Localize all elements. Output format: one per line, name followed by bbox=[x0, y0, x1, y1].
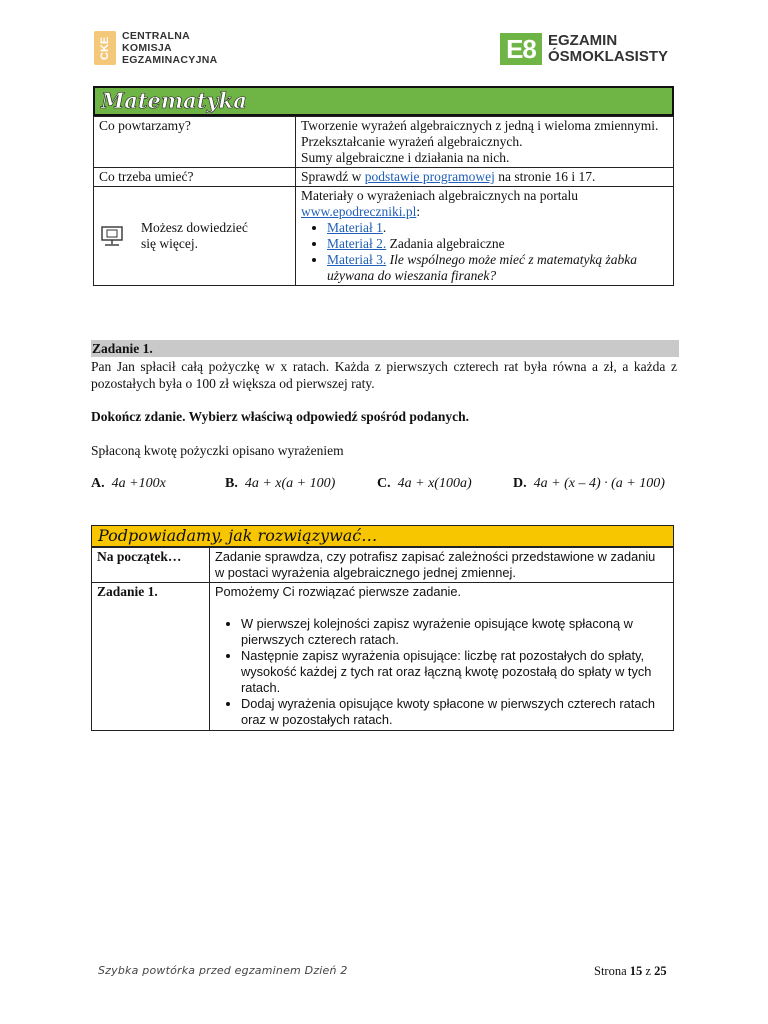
list-item: • Materiał 1. bbox=[327, 220, 668, 236]
row-content: Pomożemy Ci rozwiązać pierwsze zadanie. • W pierwszej kolejności zapisz wyrażenie opisujące kwotę spłaconą w pierwszych czterech ratach. • Następnie zapisz wyrażenia opisujące: liczbę rat pozostałych do spłaty, wysokość każdej z tych rat oraz łączną kwotę pozostałą do spłaty w tych ratach. • Dodaj wyrażenia opisujące kwoty spłacone w pierwszych czterech ratach oraz w pozostałych ratach. bbox=[210, 583, 674, 731]
hint-title: Podpowiadamy, jak rozwiązywać… bbox=[91, 525, 674, 547]
subject-table bbox=[93, 116, 674, 286]
row-label: Co trzeba umieć? bbox=[94, 168, 296, 187]
e8-logo-text: EGZAMIN ÓSMOKLASISTY bbox=[548, 32, 669, 65]
row-label: Na początek… bbox=[92, 548, 210, 583]
list-item: • Materiał 2. Zadania algebraiczne bbox=[327, 236, 668, 252]
list-item: • Dodaj wyrażenia opisujące kwoty spłacone w pierwszych czterech ratach oraz w pozostałych ratach. bbox=[241, 696, 668, 728]
row-label: Zadanie 1. bbox=[92, 583, 210, 731]
cke-logo-icon: CKE bbox=[94, 31, 116, 65]
table-row bbox=[92, 583, 674, 731]
row-content: Zadanie sprawdza, czy potrafisz zapisać zależności przedstawione w zadaniu w postaci wyrażenia algebraicznego jednej zmiennej. bbox=[210, 548, 674, 583]
cke-logo-text: CENTRALNA KOMISJA EGZAMINACYJNA bbox=[122, 30, 218, 66]
table-row bbox=[94, 168, 674, 187]
list-item: • Materiał 3. Ile wspólnego może mieć z matematyką żabka używana do wieszania firanek? bbox=[327, 252, 668, 284]
answer-b[interactable]: B. 4a + x(a + 100) bbox=[225, 476, 336, 491]
e8-logo-icon: E8 bbox=[500, 33, 542, 65]
task-text: Pan Jan spłacił całą pożyczkę w x ratach. Każda z pierwszych czterech rat była równa a zł, a każda z pozostałych była o 100 zł większa od pierwszej raty. bbox=[91, 359, 677, 391]
list-item: • W pierwszej kolejności zapisz wyrażenie opisujące kwotę spłaconą w pierwszych czterech ratach. bbox=[241, 616, 668, 648]
material-1-link[interactable]: Materiał 1 bbox=[327, 220, 383, 235]
materials-list bbox=[301, 220, 668, 284]
list-item: • Następnie zapisz wyrażenia opisujące: liczbę rat pozostałych do spłaty, wysokość każdej z tych rat oraz łączną kwotę pozostałą do spłaty w tych ratach. bbox=[241, 648, 668, 696]
task-prompt: Spłaconą kwotę pożyczki opisano wyrażeniem bbox=[91, 443, 344, 458]
page-number: Strona 15 z 25 bbox=[594, 964, 667, 978]
curriculum-link[interactable]: podstawie programowej bbox=[364, 169, 495, 184]
portal-link[interactable]: www.epodreczniki.pl bbox=[301, 204, 417, 219]
task-title: Zadanie 1. bbox=[91, 340, 679, 357]
hint-table bbox=[91, 547, 674, 731]
learn-more-label: Możesz dowiedzieć się więcej. bbox=[141, 220, 248, 251]
row-label bbox=[94, 187, 296, 286]
computer-icon bbox=[99, 224, 125, 248]
answer-c[interactable]: C. 4a + x(100a) bbox=[377, 476, 472, 491]
table-row bbox=[94, 187, 674, 286]
row-content: Materiały o wyrażeniach algebraicznych na portalu www.epodreczniki.pl: • Materiał 1. • Materiał 2. Zadania algebraiczne • Materiał 3. Ile wspólnego może mieć z matematyką żabka używana do wieszania firanek? bbox=[296, 187, 674, 286]
material-3-link[interactable]: Materiał 3. bbox=[327, 252, 387, 267]
hint-steps bbox=[215, 616, 668, 728]
row-content: Tworzenie wyrażeń algebraicznych z jedną i wieloma zmiennymi. Przekształcanie wyrażeń algebraicznych. Sumy algebraiczne i działania na nich. bbox=[296, 117, 674, 168]
subject-title: Matematyka bbox=[93, 86, 674, 116]
answer-d[interactable]: D. 4a + (x – 4) · (a + 100) bbox=[513, 476, 665, 491]
task-instruction: Dokończ zdanie. Wybierz właściwą odpowiedź spośród podanych. bbox=[91, 409, 470, 424]
material-2-link[interactable]: Materiał 2. bbox=[327, 236, 387, 251]
row-label: Co powtarzamy? bbox=[94, 117, 296, 168]
answer-a[interactable]: A. 4a +100x bbox=[91, 476, 166, 491]
table-row bbox=[92, 548, 674, 583]
table-row bbox=[94, 117, 674, 168]
footer-title: Szybka powtórka przed egzaminem Dzień 2 bbox=[98, 964, 348, 977]
row-content: Sprawdź w podstawie programowej na stronie 16 i 17. bbox=[296, 168, 674, 187]
